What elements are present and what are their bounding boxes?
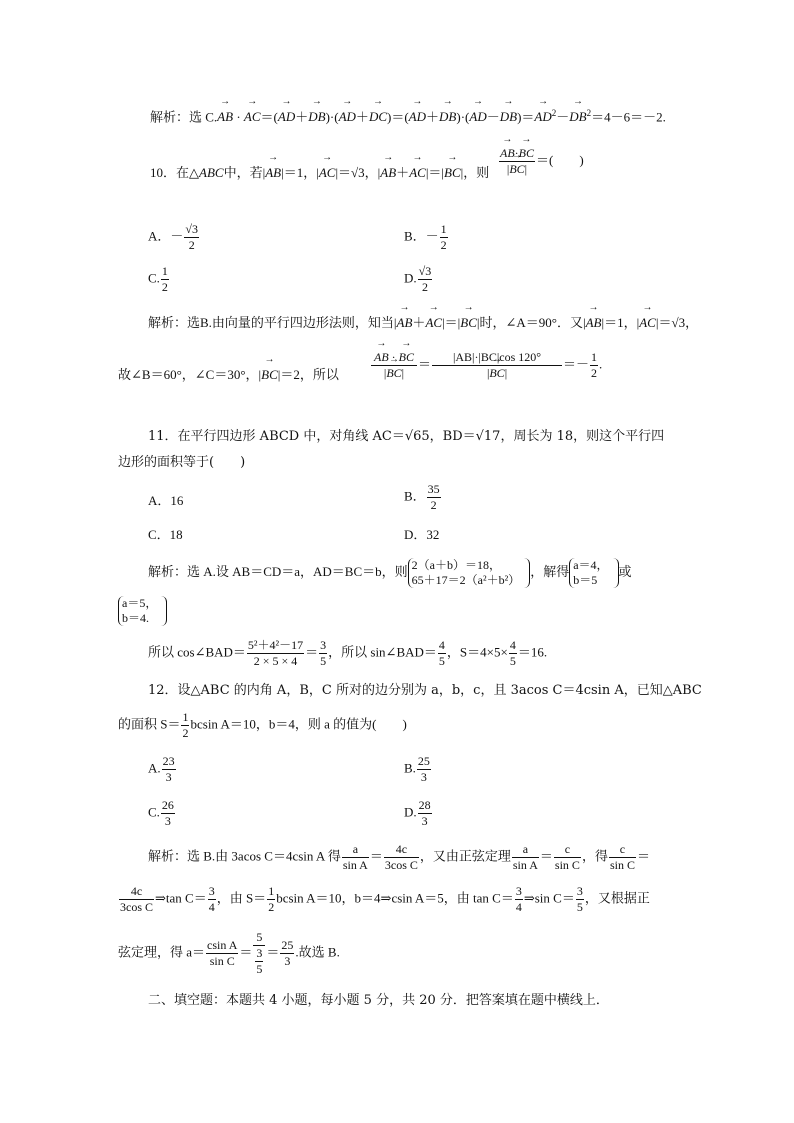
- solution-label: 解析：选 C.: [150, 109, 218, 125]
- q11-option-d: D．32: [404, 527, 440, 542]
- q10-option-d: D. $\frac{√3}{2}$: [404, 264, 432, 294]
- q11-stem-line2: 边形的面积等于( ): [118, 455, 246, 470]
- q10-stem: 10．在△ABC中，若|→ AB|＝1，|→ AC|＝√3，|→ AB＋→ AC|＝|→ BC|，则: [150, 164, 489, 182]
- q9-result: ＝4－6＝－2.: [591, 109, 666, 125]
- question-number: 10．: [150, 165, 177, 180]
- q11-solution-line1: 解析：选 A.设 AB＝CD＝a，AD＝BC＝b，则 2（a＋b）＝18， 65＋17＝2（a²＋b²） ，解得 a＝4， b＝5 或: [148, 558, 632, 587]
- q12-option-a: A. $\frac{23}{3}$: [148, 754, 175, 784]
- q12-stem-line2: 的面积 S＝ $\frac{1}{2}$ bcsin A＝10，b＝4，则 a 的值为( ): [118, 710, 407, 740]
- q10-fraction: → $\frac{AB\cdot\to BC}{|\to BC|}$ ＝( ): [498, 146, 584, 177]
- q12-solution-line1: 解析：选 B.由 3acos C＝4csin A 得 $\frac{a}{\text{sin A}}$ ＝ $\frac{4c}{\text{3cos C}}$ ，又由正弦定理 $\frac{a}{\text{sin A}}$ ＝ $\frac{c}{\text{sin C}}$ ，得 $\frac{c}{\text{sin C}}$ ＝: [148, 842, 650, 872]
- answer-paren: ＝( ): [536, 152, 584, 168]
- q10-solution-line2: 故∠B＝60°，∠C＝30°，|→ BC|＝2，所以: [118, 366, 339, 384]
- q12-option-d: D. $\frac{28}{3}$: [404, 798, 431, 828]
- q10-option-b: B．－ $\frac{1}{2}$: [404, 222, 447, 252]
- q10-option-a: A．－ $\frac{√3}{2}$: [148, 222, 198, 252]
- q11-option-c: C．18: [148, 527, 183, 542]
- q9-solution: 解析：选 C.→ AB · → $AC=(\to AD+\to DB)\cdot(\to AD+\to DC)=(\to AD+\to DB)\cdot(\to AD-\to DB)=\to AD^2-\to DB^2=4-6=-2$.: [150, 104, 666, 126]
- q10-text: 在△: [176, 165, 200, 180]
- q11-solution-line2: a＝5， b＝4.: [118, 596, 167, 626]
- q10-solution-fraction: → $\frac{AB \cdot \to BC}{|\to BC|}$ ＝ $\frac{|AB|\cdot|BC|\cos 120^\circ}{|\to BC|}$ ＝－ $\frac{1}{2}$ .: [370, 350, 602, 381]
- q12-option-c: C. $\frac{26}{3}$: [148, 798, 174, 828]
- q11-option-a: A．16: [148, 493, 184, 508]
- q11-solution-line3: 所以 cos∠BAD＝ $\frac{\text{5²＋4²－17}}{2 \times 5 \times 4}$ ＝ $\frac{3}{5}$ ，所以 sin∠BAD＝ $\frac{4}{5}$ ，S＝4×5× $\frac{4}{5}$ ＝16.: [148, 638, 548, 668]
- q10-option-c: C. $\frac{1}{2}$: [148, 264, 168, 294]
- q12-solution-line2: $\frac{4c}{\text{3cos C}}$ ⇒tan C＝ $\frac{3}{4}$ ，由 S＝ $\frac{1}{2}$ bcsin A＝10，b＝4⇒csin A＝5，由 tan C＝ $\frac{3}{4}$ ⇒sin C＝ $\frac{3}{5}$ ，又根据正: [120, 884, 650, 914]
- q12-stem-line1: 12．设△ABC 的内角 A，B，C 所对的边分别为 a，b，c，且 3acos C＝4csin A，已知△ABC: [148, 683, 702, 698]
- q12-solution-line3: 弦定理，得 a＝ $\frac{\text{csin A}}{\text{sin C}}$ ＝ $\frac{5}{\frac{3}{5}}$ ＝ $\frac{25}{3}$ .故选 B.: [118, 930, 340, 976]
- q11-stem-line1: 11．在平行四边形 ABCD 中，对角线 AC＝√65，BD＝√17，周长为 18，则这个平行四: [148, 429, 665, 444]
- q10-text-2: 中，若: [223, 165, 263, 180]
- q10-solution-line1: 解析：选B.由向量的平行四边形法则，知当|→ AB＋→ AC|＝|→ BC|时，∠A＝90°．又|→ AB|＝1，|→ AC|＝√3，: [148, 314, 698, 332]
- section-heading: 二、填空题：本题共 4 小题，每小题 5 分，共 20 分．把答案填在题中横线上．: [148, 993, 609, 1008]
- q11-option-b: B． $\frac{35}{2}$: [404, 482, 440, 512]
- q12-option-b: B. $\frac{25}{3}$: [404, 754, 430, 784]
- triangle-name: ABC: [199, 165, 224, 180]
